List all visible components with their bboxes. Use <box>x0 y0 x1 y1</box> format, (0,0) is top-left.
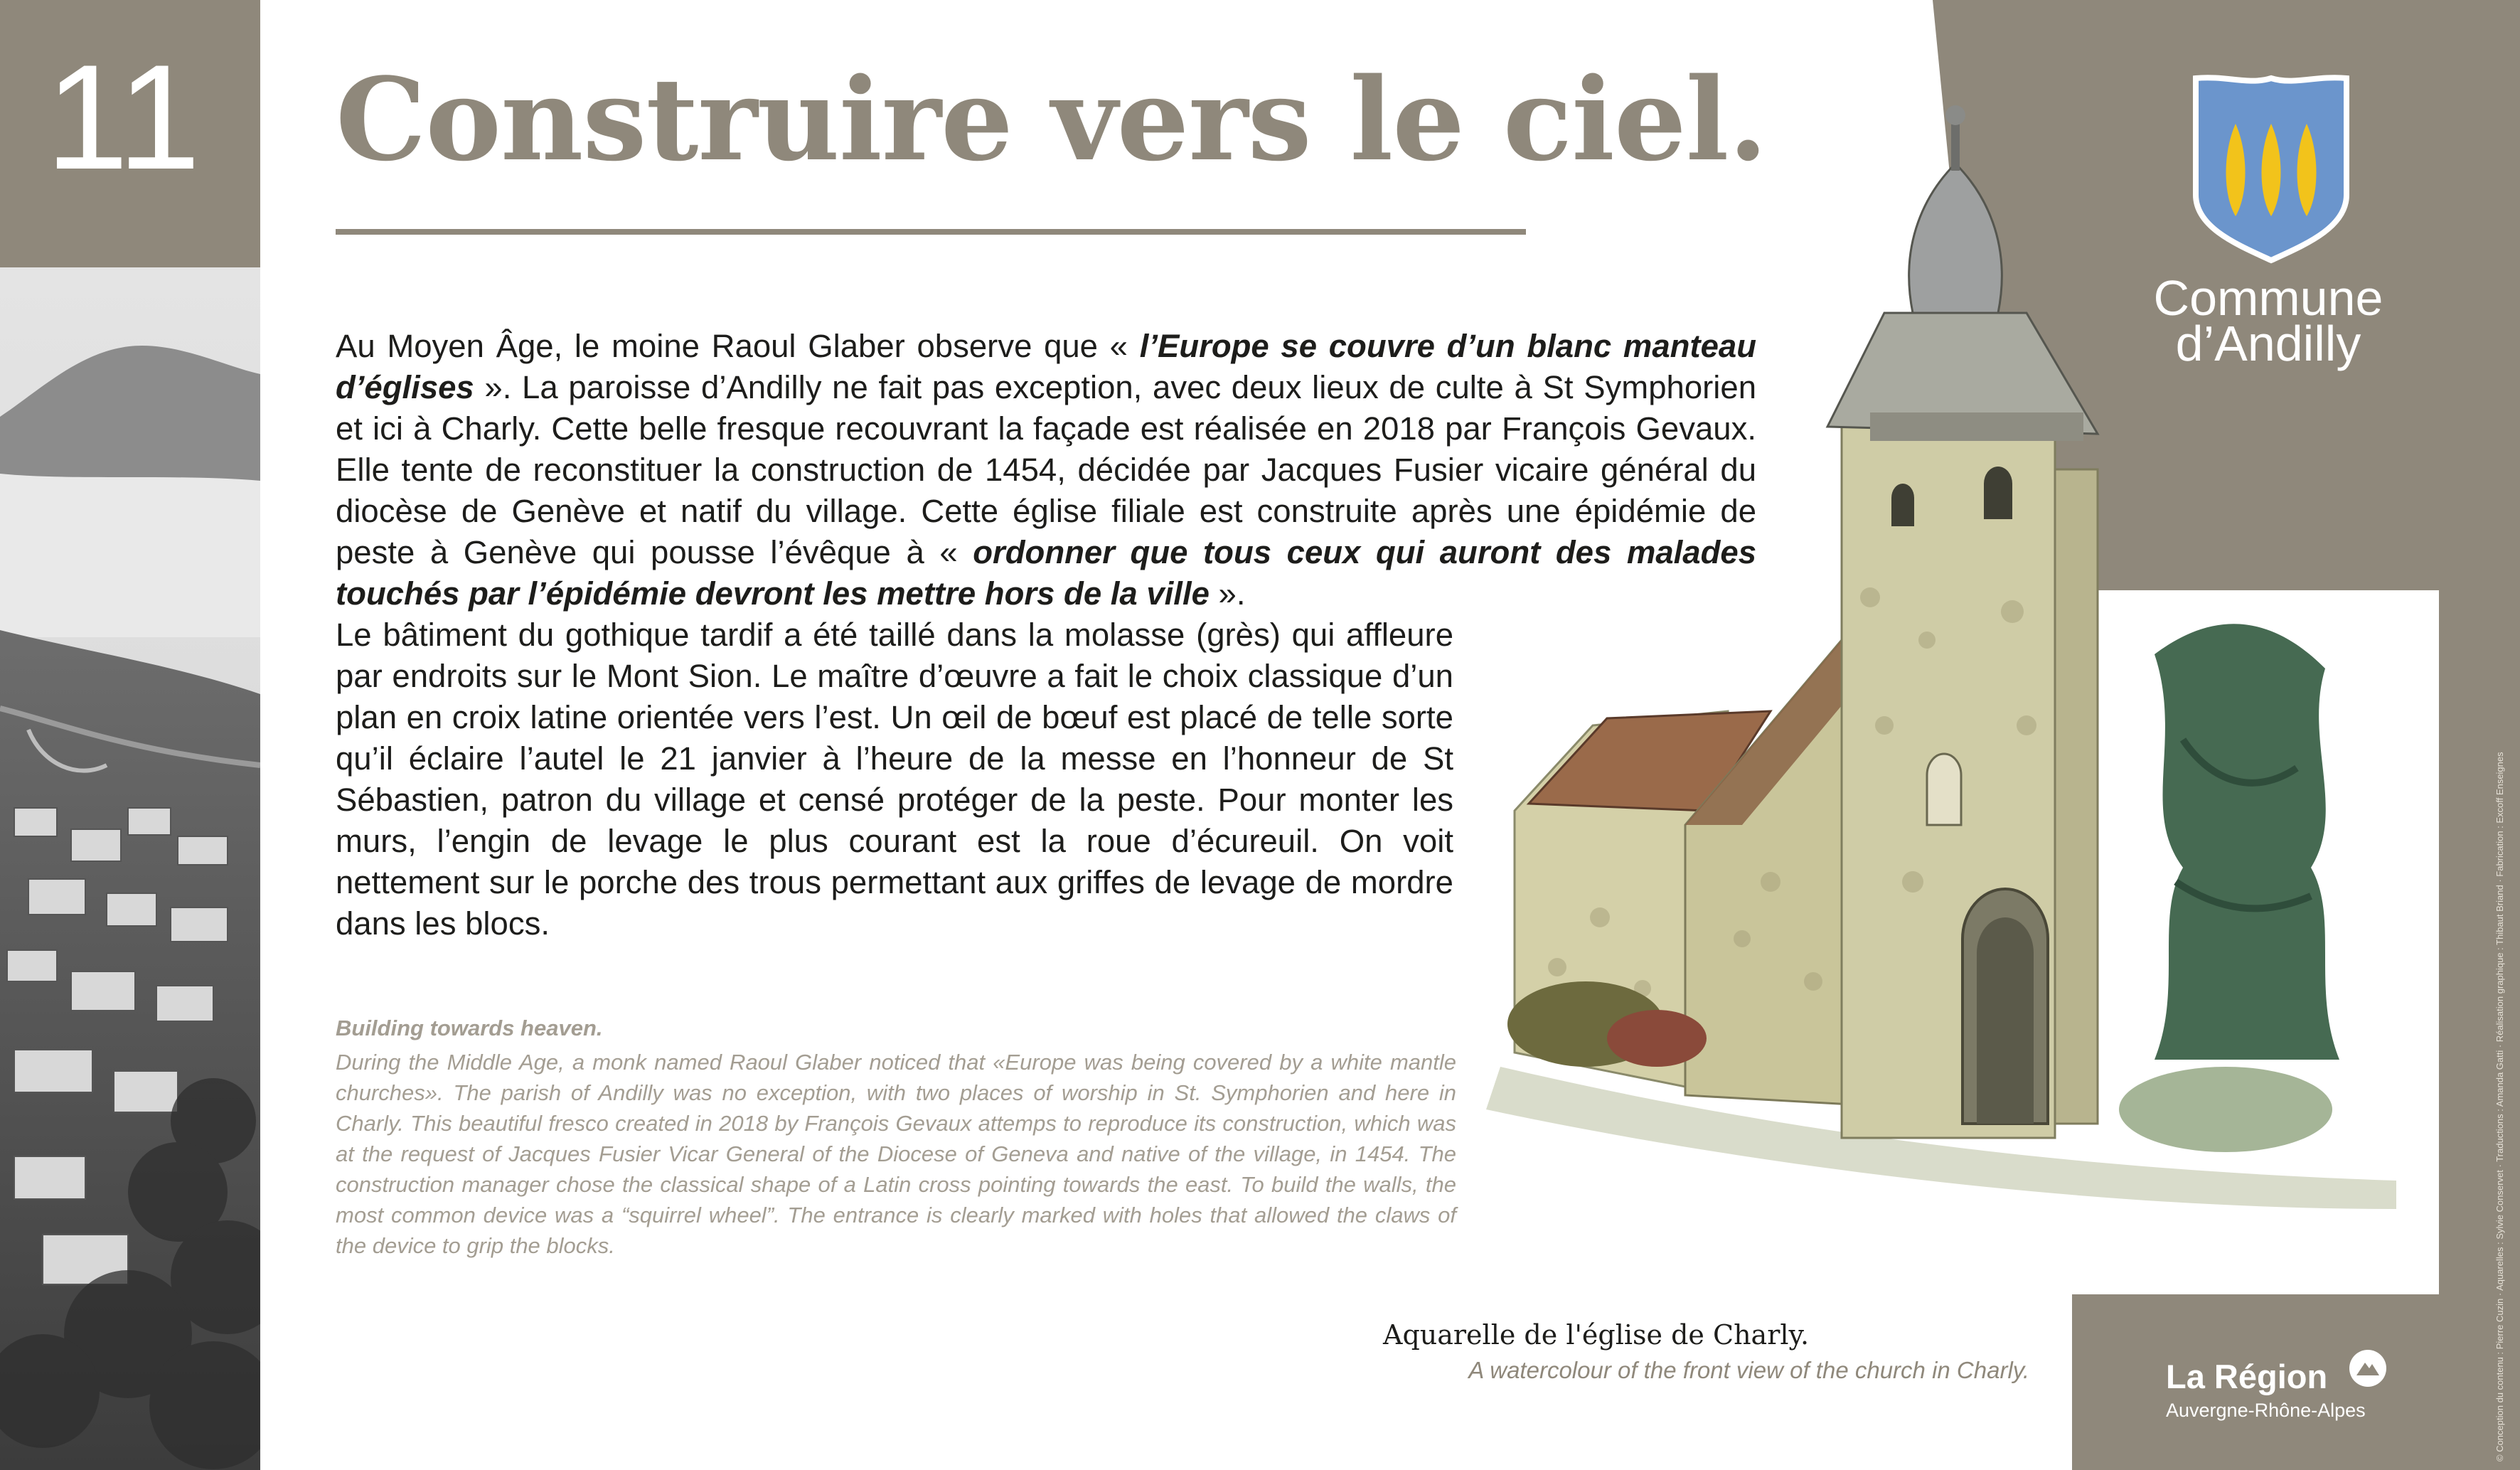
glaber-quote: l’Europe se couvre d’un blanc manteau d’églises <box>336 328 1756 405</box>
left-band <box>0 0 260 1470</box>
panel-number-box <box>0 0 260 267</box>
credits-text: © Conception du contenu : Pierre Cuzin · Aquarelles : Sylvie Conservet · Traductions : Amanda Gatti · Réalisation graphique : Thibaut Briand · Fabrication : Excoff Enseignes <box>2494 752 2505 1461</box>
commune-name-line2: d’Andilly <box>2175 316 2361 371</box>
english-title: Building towards heaven. <box>336 1016 603 1040</box>
title-divider <box>336 229 1526 235</box>
caption-english: A watercolour of the front view of the church in Charly. <box>1468 1357 2029 1383</box>
bishop-quote: ordonner que tous ceux qui auront des malades touchés par l’épidémie devront les mettre hors de la ville <box>336 534 1756 612</box>
panel-number: 11 <box>46 33 201 201</box>
commune-name-line1: Commune <box>2153 270 2383 326</box>
village-photo <box>0 267 260 1470</box>
paragraph-2: Le bâtiment du gothique tardif a été taillé dans la molasse (grès) qui affleure par endroits sur le Mont Sion. Le maître d’œuvre a fait le choix classique d’un plan en croix latine orientée vers l’est. Un œil de bœuf est placé de telle sorte qu’il éclaire l’autel le 21 janvier à l’heure de la messe en l’honneur de St Sébastien, patron du village et censé protéger de la peste. Pour monter les murs, l’engin de levage le plus courant est la roue d’écureuil. On voit nettement sur le porche des trous permettant aux griffes de levage de mordre dans les blocs. <box>336 617 1453 942</box>
region-name: La Région <box>2166 1358 2328 1395</box>
region-subtitle: Auvergne-Rhône-Alpes <box>2166 1400 2366 1421</box>
paragraph-1: Au Moyen Âge, le moine Raoul Glaber observe que « l’Europe se couvre d’un blanc manteau d’églises ». La paroisse d’Andilly ne fait pas exception, avec deux lieux de culte à St Symphorien et ici à Charly. Cette belle fresque recouvrant la façade est réalisée en 2018 par François Gevaux. Elle tente de reconstituer la construction de 1454, décidée par Jacques Fusier vicaire général du diocèse de Genève et natif du village. Cette église filiale est construite après une épidémie de peste à Genève qui pousse l’évêque à « ordonner que tous ceux qui auront des malades touchés par l’épidémie devront les mettre hors de la ville ». <box>336 328 1756 612</box>
commune-coat-of-arms <box>2191 74 2351 266</box>
caption-french: Aquarelle de l'église de Charly. <box>1383 1319 1810 1351</box>
page-title: Construire vers le ciel. <box>336 53 1768 186</box>
region-mountain-icon <box>2348 1348 2388 1388</box>
english-body: During the Middle Age, a monk named Raoul Glaber noticed that «Europe was being covered by a white mantle churches». The parish of Andilly was no exception, with two places of worship in St. Symphorien and here in Charly. This beautiful fresco created in 2018 by François Gevaux attemps to reproduce its construction, which was at the request of Jacques Fusier Vicar General of the Diocese of Geneva and native of the village, in 1454. The construction manager chose the classical shape of a Latin cross pointing towards the east. To build the walls, the most common device was a “squirrel wheel”. The entrance is clearly marked with holes that allowed the claws of the device to grip the blocks. <box>336 1050 1456 1258</box>
